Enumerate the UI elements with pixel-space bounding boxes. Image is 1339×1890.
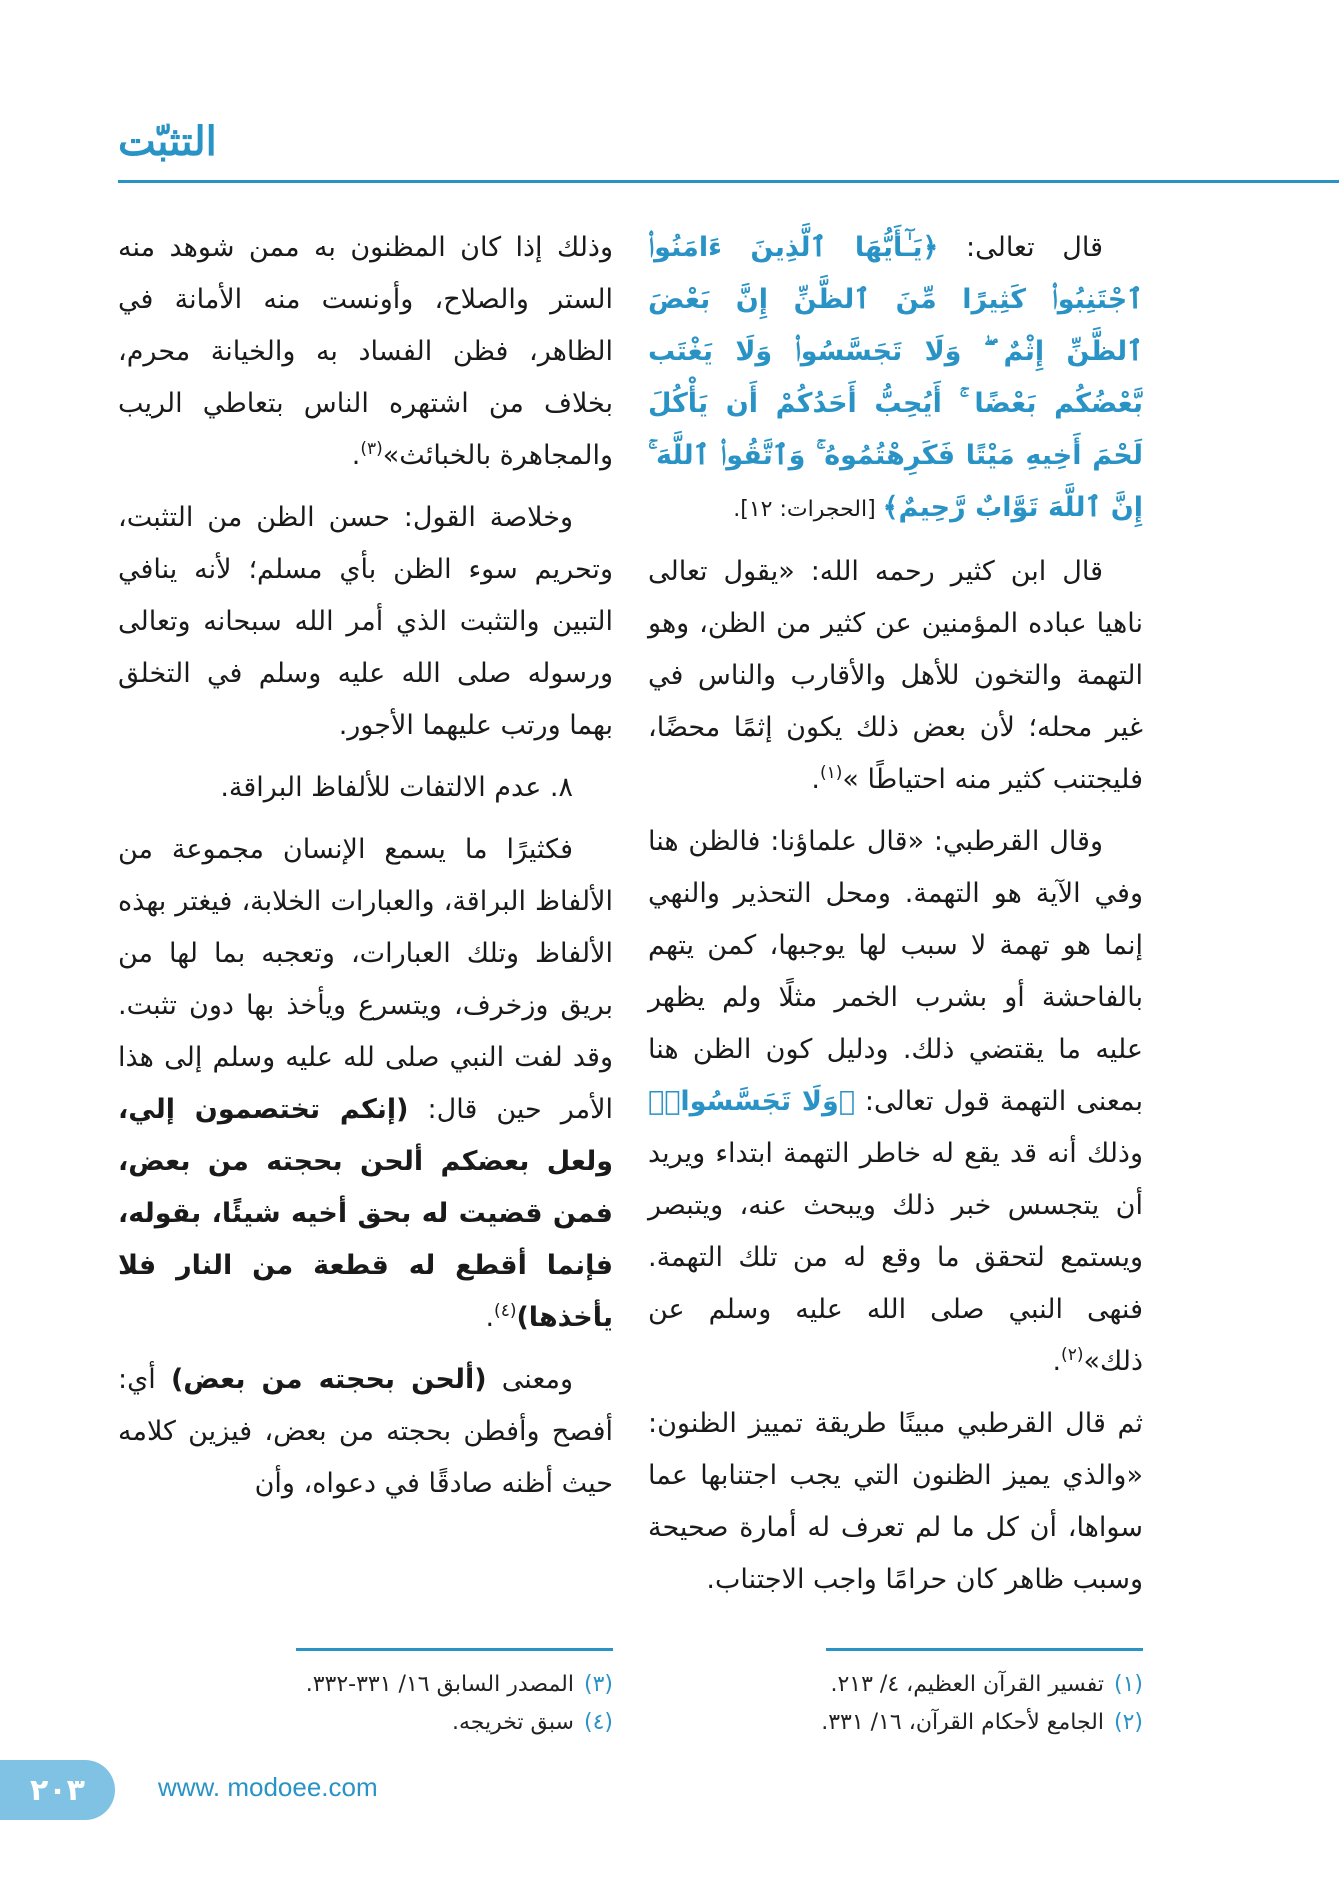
- paragraph-text: ومعنى: [486, 1364, 573, 1395]
- footnote-text: المصدر السابق ١٦/ ٣٣١-٣٣٢.: [305, 1672, 574, 1697]
- footnote-text: تفسير القرآن العظيم، ٤/ ٢١٣.: [830, 1672, 1104, 1697]
- footnote-ref[interactable]: (١): [819, 763, 843, 783]
- verse-source: [الحجرات: ١٢].: [733, 497, 883, 522]
- paragraph-text: وذلك إذا كان المظنون به ممن شوهد منه الستر والصلاح، وأونست منه الأمانة في الظاهر، فظن الفساد به والخيانة محرم، بخلاف من اشتهره الناس بتعاطي الريب والمجاهرة بالخبائث»: [118, 232, 613, 471]
- left-column: [118, 222, 613, 1520]
- quran-verse: ﴿وَلَا تَجَسَّسُوا۟﴾: [648, 1086, 855, 1117]
- footnotes-right: [648, 1666, 1143, 1742]
- page-number: ٢٠٣: [30, 1772, 85, 1808]
- hadith-phrase: (ألحن بحجته من بعض): [170, 1364, 487, 1395]
- quran-verse: ﴿يَـٰٓأَيُّهَا ٱلَّذِينَ ءَامَنُوا۟ ٱجْتَنِبُوا۟ كَثِيرًا مِّنَ ٱلظَّنِّ إِنَّ بَعْضَ ٱلظَّنِّ إِثْمٌ ۖ وَلَا تَجَسَّسُوا۟ وَلَا يَغْتَب بَّعْضُكُم بَعْضًا ۚ أَيُحِبُّ أَحَدُكُمْ أَن يَأْكُلَ لَحْمَ أَخِيهِ مَيْتًا فَكَرِهْتُمُوهُ ۚ وَٱتَّقُوا۟ ٱللَّهَ ۚ إِنَّ ٱللَّهَ تَوَّابٌ رَّحِيمٌ﴾: [648, 232, 1143, 523]
- footnote-number: (٤): [583, 1710, 613, 1735]
- footnote-number: (١): [1113, 1672, 1143, 1697]
- header-divider: [118, 180, 1339, 183]
- footnote-divider-right: [826, 1648, 1143, 1651]
- page-number-tab: [0, 1760, 115, 1820]
- footnote-item: [648, 1666, 1143, 1704]
- paragraph-meaning: [118, 1354, 613, 1510]
- footnote-item: [118, 1666, 613, 1704]
- footnote-divider-left: [296, 1648, 613, 1651]
- footnote-ref[interactable]: (٣): [360, 439, 383, 459]
- paragraph-text: أي: أفصح وأفطن بحجته من بعض، فيزين كلامه حيث أظنه صادقًا في دعواه، وأن: [118, 1364, 613, 1499]
- paragraph-hadith: فكثيرًا ما يسمع الإنسان مجموعة من الألفاظ البراقة، والعبارات الخلابة، فيغتر بهذه الألفاظ وتلك العبارات، وتعجبه بما لها من بريق وزخرف، ويتسرع ويأخذ بها دون تثبت. وقد لفت النبي صلى لله عليه وسلم إلى هذا الأمر حين قال: (إنكم تختصمون إلي، ولعل بعضكم ألحن بحجته من بعض، فمن قضيت له بحق أخيه شيئًا، بقوله، فإنما أقطع له قطعة من النار فلا يأخذها)$^{(٤)}$.: [118, 834, 614, 1333]
- footnote-text: الجامع لأحكام القرآن، ١٦/ ٣٣١.: [821, 1710, 1104, 1735]
- section-heading: [118, 762, 613, 814]
- page-header-title: التثبّت: [118, 118, 217, 165]
- heading-text: ٨. عدم الالتفات للألفاظ البراقة.: [220, 772, 573, 803]
- footnote-number: (٣): [583, 1672, 613, 1697]
- paragraph-text: قال ابن كثير رحمه الله: «يقول تعالى ناهيا عباده المؤمنين عن كثير من الظن، وهو التهمة والتخون للأهل والأقارب والناس في غير محله؛ لأن بعض ذلك يكون إثمًا محضًا، فليجتنب كثير منه احتياطًا »: [648, 556, 1143, 795]
- paragraph-text: فكثيرًا ما يسمع الإنسان مجموعة من الألفاظ البراقة، والعبارات الخلابة، فيغتر بهذه الألفاظ وتلك العبارات، وتعجبه بما لها من بريق وزخرف، ويتسرع ويأخذ بها دون تثبت. وقد لفت النبي صلى لله عليه وسلم إلى هذا الأمر حين قال:: [118, 834, 614, 1125]
- hadith-text: (إنكم تختصمون إلي، ولعل بعضكم ألحن بحجته من بعض، فمن قضيت له بحق أخيه شيئًا، بقوله، فإنما أقطع له قطعة من النار فلا يأخذها): [118, 1094, 613, 1333]
- footnote-text: سبق تخريجه.: [451, 1710, 574, 1735]
- footnotes-left: [118, 1666, 613, 1742]
- footnote-item: [648, 1704, 1143, 1742]
- paragraph-text: وخلاصة القول: حسن الظن من التثبت، وتحريم سوء الظن بأي مسلم؛ لأنه ينافي التبين والتثبت الذي أمر الله سبحانه وتعالى ورسوله صلى الله عليه وسلم في التخلق بهما ورتب عليهما الأجور.: [118, 502, 613, 741]
- footnote-number: (٢): [1113, 1710, 1143, 1735]
- paragraph-continuation: وذلك إذا كان المظنون به ممن شوهد منه الستر والصلاح، وأونست منه الأمانة في الظاهر، فظن الفساد به والخيانة محرم، بخلاف من اشتهره الناس بتعاطي الريب والمجاهرة بالخبائث»$^{(٣)}$.: [118, 232, 613, 471]
- paragraph-ibn-kathir: قال ابن كثير رحمه الله: «يقول تعالى ناهيا عباده المؤمنين عن كثير من الظن، وهو التهمة والتخون للأهل والأقارب والناس في غير محله؛ لأن بعض ذلك يكون إثمًا محضًا، فليجتنب كثير منه احتياطًا »$^{(١)}$.: [648, 556, 1143, 795]
- paragraph-summary: [118, 492, 613, 752]
- footnote-item: [118, 1704, 613, 1742]
- paragraph-quran-verse: [648, 222, 1143, 536]
- paragraph-text: وقال القرطبي: «قال علماؤنا: فالظن هنا وفي الآية هو التهمة. ومحل التحذير والنهي إنما هو تهمة لا سبب لها يوجبها، كمن يتهم بالفاحشة أو بشرب الخمر مثلًا ولم يظهر عليه ما يقتضي ذلك. ودليل كون الظن هنا بمعنى التهمة قول تعالى:: [648, 826, 1144, 1117]
- paragraph-qurtubi: وقال القرطبي: «قال علماؤنا: فالظن هنا وفي الآية هو التهمة. ومحل التحذير والنهي إنما هو تهمة لا سبب لها يوجبها، كمن يتهم بالفاحشة أو بشرب الخمر مثلًا ولم يظهر عليه ما يقتضي ذلك. ودليل كون الظن هنا بمعنى التهمة قول تعالى: ﴿وَلَا تَجَسَّسُوا۟﴾ وذلك أنه قد يقع له خاطر التهمة ابتداء ويريد أن يتجسس خبر ذلك ويبحث عنه، ويتبصر ويستمع لتحقق ما وقع له من تلك التهمة. فنهى النبي صلى الله عليه وسلم عن ذلك»$^{(٢)}$.: [648, 826, 1144, 1377]
- intro-text: قال تعالى:: [938, 232, 1104, 263]
- paragraph-text: ثم قال القرطبي مبينًا طريقة تمييز الظنون: «والذي يميز الظنون التي يجب اجتنابها عما سواها، أن كل ما لم تعرف له أمارة صحيحة وسبب ظاهر كان حرامًا واجب الاجتناب.: [648, 1408, 1143, 1595]
- right-column: [648, 222, 1143, 1616]
- footnote-ref[interactable]: (٤): [494, 1301, 517, 1321]
- paragraph-qurtubi-2: [648, 1398, 1143, 1606]
- paragraph-text: وذلك أنه قد يقع له خاطر التهمة ابتداء ويريد أن يتجسس خبر ذلك ويبحث عنه، ويتبصر ويستمع لتحقق ما وقع له من تلك التهمة. فنهى النبي صلى الله عليه وسلم عن ذلك»: [648, 1138, 1143, 1377]
- footnote-ref[interactable]: (٢): [1061, 1345, 1084, 1365]
- website-link[interactable]: www. modoee.com: [158, 1772, 378, 1802]
